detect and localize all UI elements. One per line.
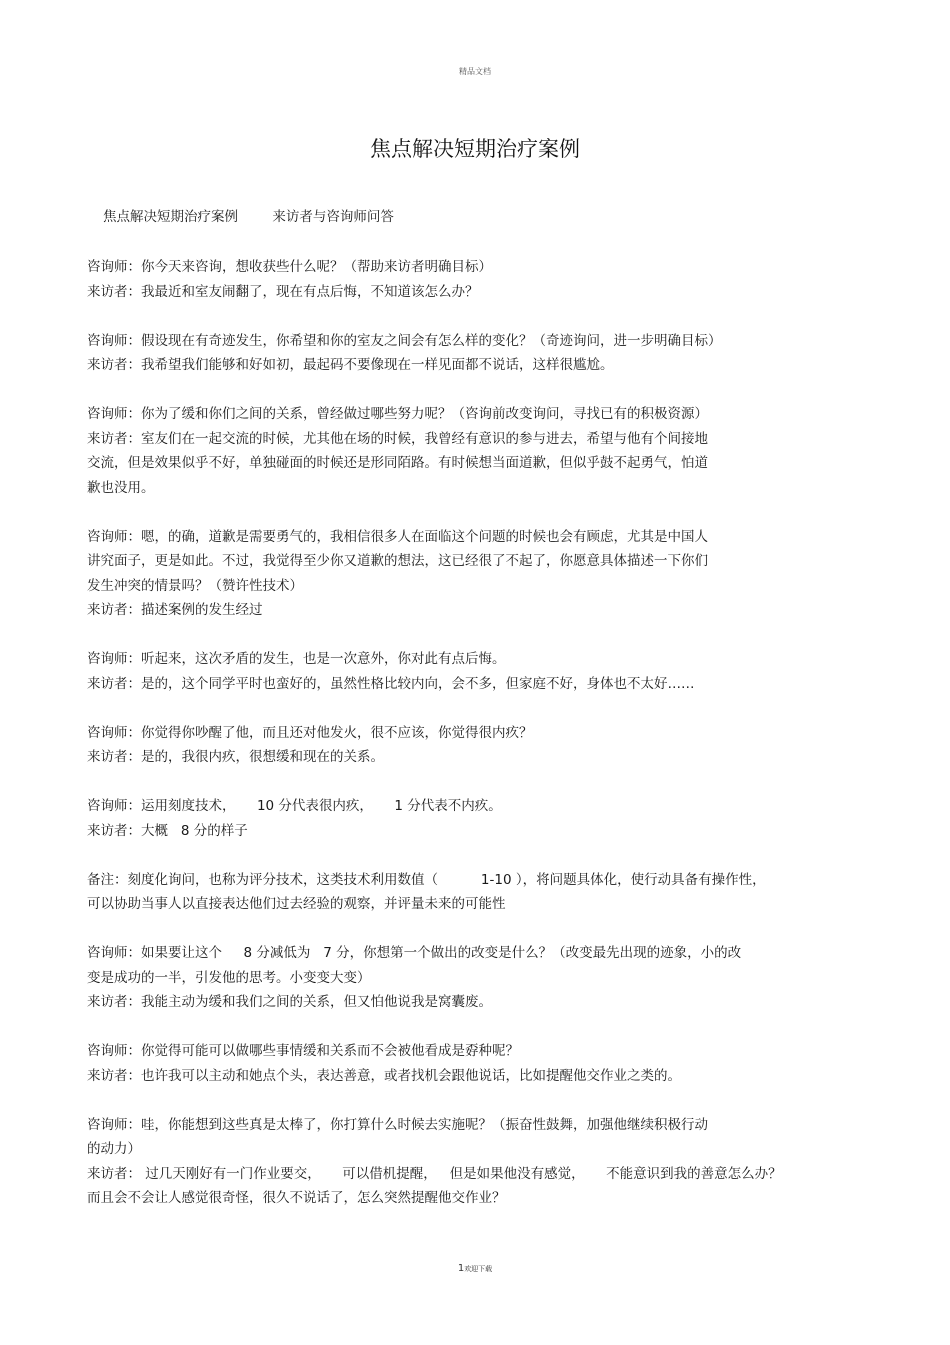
dialogue-line: 交流，但是效果似乎不好，单独碰面的时候还是形同陌路。有时候想当面道歉，但似乎鼓不起勇气，怕道 bbox=[87, 455, 708, 471]
dialogue-line: 讲究面子，更是如此。不过，我觉得至少你又道歉的想法，这已经很了不起了，你愿意具体描述一下你们 bbox=[87, 553, 708, 569]
dialogue-line: 来访者：我希望我们能够和好如初，最起码不要像现在一样见面都不说话，这样很尴尬。 bbox=[87, 357, 614, 373]
dialogue-line: 来访者：是的，这个同学平时也蛮好的，虽然性格比较内向，会不多，但家庭不好，身体也不太好…… bbox=[87, 675, 695, 692]
dialogue-line: 来访者：我能主动为缓和我们之间的关系，但又怕他说我是窝囊废。 bbox=[87, 994, 492, 1010]
dialogue-line: 来访者：室友们在一起交流的时候，尤其他在场的时候，我曾经有意识的参与进去，希望与他有个间接地 bbox=[87, 430, 708, 447]
dialogue-line: 咨询师：你为了缓和你们之间的关系，曾经做过哪些努力呢？（咨询前改变询问，寻找已有的积极资源） bbox=[87, 406, 708, 422]
document-title: 焦点解决短期治疗案例 bbox=[370, 137, 580, 161]
dialogue-line: 咨询师：如果要让这个 8 分减低为 7 分，你想第一个做出的改变是什么？（改变最先出现的迹象，小的改 bbox=[87, 945, 742, 961]
dialogue-line: 来访者： 过几天刚好有一门作业要交， 可以借机提醒， 但是如果他没有感觉， 不能意识到我的善意怎么办？ bbox=[87, 1165, 782, 1182]
dialogue-line: 来访者：我最近和室友闹翻了，现在有点后悔，不知道该怎么办？ bbox=[87, 283, 479, 300]
header-note: 精品文档 bbox=[459, 67, 491, 76]
dialogue-line: 来访者：大概 8 分的样子 bbox=[87, 822, 248, 839]
dialogue-line: 来访者：描述案例的发生经过 bbox=[87, 602, 263, 618]
dialogue-block bbox=[87, 721, 847, 770]
dialogue-line: 来访者：是的，我很内疚，很想缓和现在的关系。 bbox=[87, 749, 384, 765]
dialogue-line: 咨询师：运用刻度技术， 10 分代表很内疚， 1 分代表不内疚。 bbox=[87, 798, 502, 814]
dialogue-block bbox=[87, 329, 847, 378]
dialogue-block bbox=[87, 647, 847, 696]
footer-label: 欢迎下载 bbox=[464, 1265, 493, 1273]
page-footer bbox=[0, 1263, 950, 1274]
document-subtitle: 焦点解决短期治疗案例 来访者与咨询师问答 bbox=[103, 209, 394, 225]
dialogue-line: 而且会不会让人感觉很奇怪，很久不说话了，怎么突然提醒他交作业？ bbox=[87, 1190, 506, 1206]
dialogue-content bbox=[87, 255, 847, 1235]
dialogue-block bbox=[87, 1039, 847, 1088]
dialogue-line: 备注：刻度化询问，也称为评分技术，这类技术利用数值（ 1-10 ），将问题具体化，使行动具备有操作性， bbox=[87, 871, 766, 888]
dialogue-line: 可以协助当事人以直接表达他们过去经验的观察，并评量未来的可能性 bbox=[87, 896, 506, 912]
dialogue-line: 来访者：也许我可以主动和她点个头，表达善意，或者找机会跟他说话，比如提醒他交作业之类的。 bbox=[87, 1067, 681, 1084]
dialogue-line: 咨询师：听起来，这次矛盾的发生，也是一次意外，你对此有点后悔。 bbox=[87, 651, 506, 667]
dialogue-line: 咨询师：你今天来咨询，想收获些什么呢？（帮助来访者明确目标） bbox=[87, 259, 492, 275]
dialogue-block bbox=[87, 868, 847, 917]
dialogue-line: 歉也没用。 bbox=[87, 479, 155, 496]
dialogue-line: 变是成功的一半，引发他的思考。小变变大变） bbox=[87, 969, 371, 986]
dialogue-block bbox=[87, 255, 847, 304]
dialogue-line: 的动力） bbox=[87, 1141, 141, 1157]
dialogue-line: 咨询师：你觉得你吵醒了他，而且还对他发火，很不应该，你觉得很内疚？ bbox=[87, 724, 533, 741]
dialogue-block bbox=[87, 525, 847, 623]
dialogue-line: 发生冲突的情景吗？（赞许性技术） bbox=[87, 577, 303, 594]
page-number: 1 bbox=[457, 1263, 465, 1274]
dialogue-block bbox=[87, 941, 847, 1015]
dialogue-block bbox=[87, 402, 847, 500]
dialogue-line: 咨询师：哇，你能想到这些真是太棒了，你打算什么时候去实施呢？（振奋性鼓舞，加强他继续积极行动 bbox=[87, 1116, 708, 1133]
dialogue-line: 咨询师：你觉得可能可以做哪些事情缓和关系而不会被他看成是孬种呢？ bbox=[87, 1043, 519, 1059]
dialogue-block bbox=[87, 794, 847, 843]
dialogue-block bbox=[87, 1113, 847, 1211]
dialogue-line: 咨询师：假设现在有奇迹发生，你希望和你的室友之间会有怎么样的变化？（奇迹询问，进一步明确目标） bbox=[87, 332, 722, 349]
dialogue-line: 咨询师：嗯，的确，道歉是需要勇气的，我相信很多人在面临这个问题的时候也会有顾虑，尤其是中国人 bbox=[87, 528, 708, 545]
